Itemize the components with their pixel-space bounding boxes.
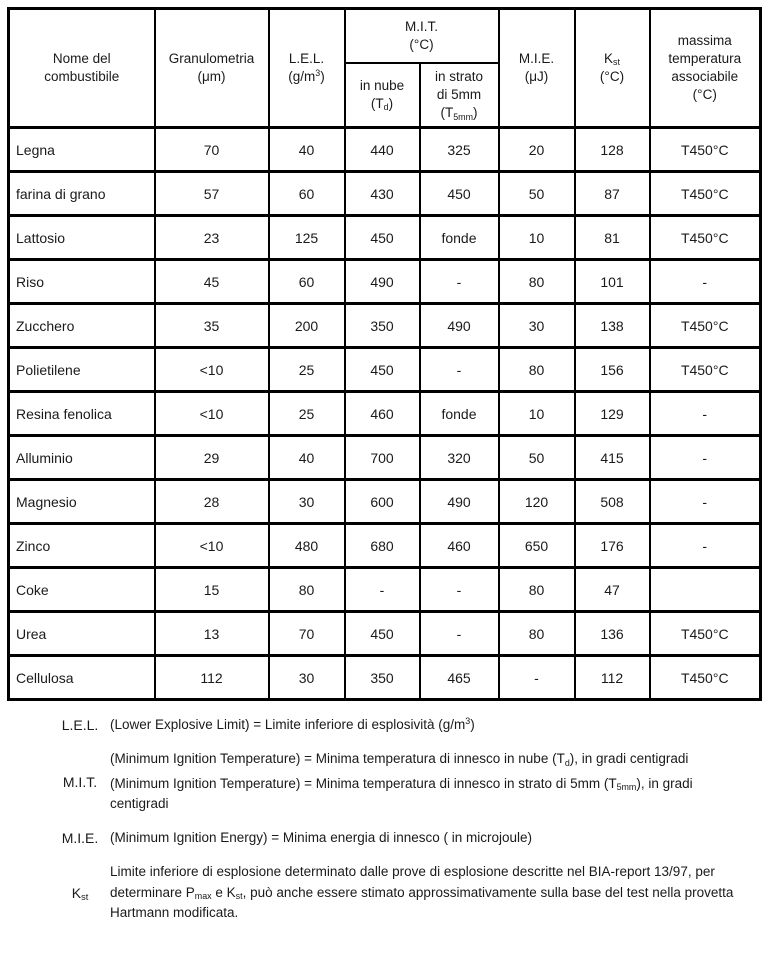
table-row [9,612,761,656]
data-cell: 80 [269,568,345,612]
data-cell: 450 [420,172,499,216]
data-cell: 25 [269,392,345,436]
note-text-lel: (Lower Explosive Limit) = Limite inferiore di esplosività $(g/m^3)$ [110,716,475,732]
data-cell: 125 [269,216,345,260]
note-label-kst: $K_{st}$ [71,884,89,903]
fuel-name-cell: Polietilene [9,348,155,392]
data-cell: 60 [269,172,345,216]
header-max-temp: massima temperatura associabile (°C) [650,9,761,128]
fuel-name-cell: Riso [9,260,155,304]
data-cell: 460 [345,392,420,436]
data-cell: 350 [345,304,420,348]
header-row-top [9,9,761,64]
data-cell: - [420,260,499,304]
note-label-mie: M.I.E. [61,830,99,847]
data-cell: - [650,392,761,436]
table-row [9,348,761,392]
data-cell: 101 [575,260,650,304]
note-label-lel: L.E.L. [61,717,99,734]
data-cell: 450 [345,612,420,656]
data-cell: - [650,260,761,304]
header-fuel-name: Nome del combustibile [9,9,155,128]
data-cell: 30 [269,656,345,700]
data-cell: 128 [575,128,650,172]
data-cell: 465 [420,656,499,700]
table-row [9,524,761,568]
data-cell: 45 [155,260,269,304]
data-cell: 40 [269,436,345,480]
data-cell: 57 [155,172,269,216]
data-cell: 28 [155,480,269,524]
data-cell: 29 [155,436,269,480]
data-cell: 415 [575,436,650,480]
data-cell: 80 [499,348,575,392]
data-cell: 200 [269,304,345,348]
table-row [9,480,761,524]
data-cell: 40 [269,128,345,172]
data-cell: 490 [345,260,420,304]
data-cell: T450°C [650,172,761,216]
data-cell: 30 [499,304,575,348]
notes-section [50,715,750,923]
table-row [9,216,761,260]
document-page [0,7,766,967]
data-cell: 10 [499,216,575,260]
data-cell: 87 [575,172,650,216]
data-cell: T450°C [650,304,761,348]
table-row [9,436,761,480]
data-cell: 136 [575,612,650,656]
table-row [9,128,761,172]
data-cell: 480 [269,524,345,568]
data-cell: - [420,348,499,392]
table-row [9,392,761,436]
data-cell: T450°C [650,612,761,656]
data-cell: 112 [155,656,269,700]
data-cell: 10 [499,392,575,436]
data-cell: T450°C [650,216,761,260]
data-cell: - [650,480,761,524]
data-cell: fonde [420,392,499,436]
data-cell: 80 [499,612,575,656]
data-cell: 23 [155,216,269,260]
data-cell: 320 [420,436,499,480]
data-cell: - [420,568,499,612]
data-cell: 25 [269,348,345,392]
fuel-name-cell: Legna [9,128,155,172]
data-cell: 120 [499,480,575,524]
data-cell: 325 [420,128,499,172]
fuel-name-cell: Zucchero [9,304,155,348]
data-cell: 450 [345,348,420,392]
header-granulometria: Granulometria (μm) [155,9,269,128]
table-body [9,128,761,700]
header-mit-nube: in nube $(T_d)$ [345,63,420,128]
data-cell: 70 [269,612,345,656]
fuel-name-cell: Urea [9,612,155,656]
data-cell: 50 [499,172,575,216]
data-cell: 490 [420,480,499,524]
data-cell: 80 [499,568,575,612]
note-row-kst [50,862,750,923]
data-cell: T450°C [650,128,761,172]
table-row [9,656,761,700]
table-row [9,304,761,348]
data-cell: - [650,436,761,480]
table-row [9,260,761,304]
data-cell: 138 [575,304,650,348]
data-cell: 490 [420,304,499,348]
fuel-name-cell: Cellulosa [9,656,155,700]
fuel-name-cell: Lattosio [9,216,155,260]
data-cell: 650 [499,524,575,568]
data-cell: 30 [269,480,345,524]
data-cell: 350 [345,656,420,700]
data-cell: 680 [345,524,420,568]
table-header [9,9,761,128]
data-cell: 176 [575,524,650,568]
data-cell: - [650,524,761,568]
fuels-table [7,7,762,701]
data-cell: 600 [345,480,420,524]
data-cell: - [499,656,575,700]
data-cell [650,568,761,612]
data-cell: <10 [155,348,269,392]
data-cell: 430 [345,172,420,216]
note-text-mit: (Minimum Ignition Temperature) = Minima temperatura di innesco in nube $(T_d)$, in gradi centigradi (Minimum Ignition Temperature) = Minima temperatura di innesco in strato di 5mm $(T_{5mm})$, in gradi centigradi [110,751,693,811]
data-cell: 13 [155,612,269,656]
header-kst: $K_{st}$ (°C) [575,9,650,128]
data-cell: - [420,612,499,656]
table-row [9,172,761,216]
data-cell: 700 [345,436,420,480]
data-cell: 129 [575,392,650,436]
header-lel: L.E.L. $(g/m^3)$ [269,9,345,128]
fuel-name-cell: Resina fenolica [9,392,155,436]
data-cell: 70 [155,128,269,172]
data-cell: 440 [345,128,420,172]
fuel-name-cell: Coke [9,568,155,612]
data-cell: 112 [575,656,650,700]
data-cell: 450 [345,216,420,260]
fuel-name-cell: Magnesio [9,480,155,524]
table-row [9,568,761,612]
data-cell: T450°C [650,348,761,392]
data-cell: 15 [155,568,269,612]
data-cell: 156 [575,348,650,392]
data-cell: 80 [499,260,575,304]
data-cell: 50 [499,436,575,480]
data-cell: - [345,568,420,612]
data-cell: <10 [155,392,269,436]
data-cell: 460 [420,524,499,568]
header-mit-strato: in strato di 5mm $(T_{5mm})$ [420,63,499,128]
data-cell: T450°C [650,656,761,700]
note-row-lel [50,715,750,735]
data-cell: 35 [155,304,269,348]
fuel-name-cell: farina di grano [9,172,155,216]
data-cell: 60 [269,260,345,304]
data-cell: 47 [575,568,650,612]
data-cell: 81 [575,216,650,260]
note-label-mit: M.I.T. [62,773,98,790]
header-mit-group: M.I.T. (°C) [345,9,499,64]
header-mie: M.I.E. (μJ) [499,9,575,128]
data-cell: 20 [499,128,575,172]
data-cell: <10 [155,524,269,568]
data-cell: fonde [420,216,499,260]
note-text-kst: Limite inferiore di esplosione determinato dalle prove di esplosione descritte nel BIA-report 13/97, per determinare $P_{max}$ e $K_{st}$, può anche essere stimato approssimativamente sulla base del test nella provetta Hartmann modificata. [110,864,734,920]
note-row-mie [50,828,750,848]
data-cell: 508 [575,480,650,524]
note-row-mit [50,749,750,814]
fuel-name-cell: Alluminio [9,436,155,480]
note-text-mie: (Minimum Ignition Energy) = Minima energia di innesco ( in microjoule) [110,830,533,845]
fuel-name-cell: Zinco [9,524,155,568]
